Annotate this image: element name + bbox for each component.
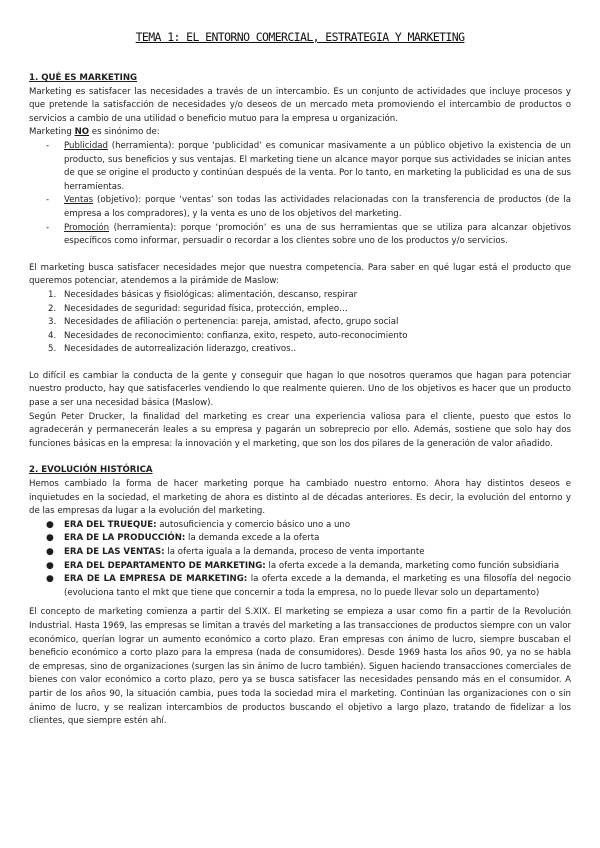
era-text: la oferta excede a la demanda, el marketing es una filosofía del negocio (evoluciona tanto el mkt que tiene que concernir a toda la empresa, no lo puede llevar solo un departamento) bbox=[64, 574, 572, 598]
list-item bbox=[29, 289, 571, 303]
bullet-marker: ● bbox=[46, 533, 54, 544]
list-item bbox=[29, 194, 571, 221]
list-item bbox=[29, 316, 571, 330]
bullet-marker: ● bbox=[46, 574, 54, 585]
bullet-marker: ● bbox=[46, 560, 54, 571]
list-item bbox=[29, 303, 571, 317]
section-2-intro: Hemos cambiado la forma de hacer marketing porque ha cambiado nuestro entorno. Ahora hay distintos deseos e inquietudes en la sociedad, el marketing de ahora es distinto al de décadas anteriores. Es decir, la evolución del entorno y de las empresas da lugar a la evolución del marketing. bbox=[29, 479, 571, 517]
era-text: la oferta iguala a la demanda, proceso de venta importante bbox=[164, 547, 425, 557]
item-number: 5. bbox=[48, 344, 57, 355]
not-suffix: es sinónimo de: bbox=[89, 127, 160, 138]
maslow-intro: El marketing busca satisfacer necesidades mejor que nuestra competencia. Para saber en qué lugar está el producto que queremos potenciar, atendemos a la pirámide de Maslow: bbox=[29, 262, 571, 287]
term-text: (herramienta): porque ‘promoción’ es una de sus herramientas que se utiliza para alcanzar objetivos específicos como informar, persuadir o recordar a los clientes sobre uno de los productos y/o servicios. bbox=[64, 222, 571, 247]
dash-marker: - bbox=[46, 195, 50, 206]
era-text: la oferta excede a la demanda, marketing como función subsidiaria bbox=[265, 560, 560, 571]
section-2-heading: 2. EVOLUCIÓN HISTÓRICA bbox=[29, 465, 153, 476]
bullet-marker: ● bbox=[46, 547, 54, 557]
term-ventas: Ventas bbox=[64, 195, 94, 206]
item-number: 3. bbox=[48, 317, 57, 328]
item-text: Necesidades básicas y fisiológicas: alimentación, descanso, respirar bbox=[64, 289, 358, 300]
era-label: ERA DE LA EMPRESA DE MARKETING: bbox=[64, 574, 248, 585]
term-text: (objetivo): porque ‘ventas’ son todas las actividades relacionadas con la transferencia de productos (de la empresa a los compradores), y la venta es uno de los objetivos del marketing. bbox=[64, 195, 571, 219]
era-label: ERA DEL DEPARTAMENTO DE MARKETING: bbox=[64, 560, 266, 571]
item-text: Necesidades de reconocimiento: confianza, exito, respeto, auto-reconocimiento bbox=[64, 330, 408, 341]
list-item bbox=[29, 560, 571, 574]
list-item bbox=[29, 330, 571, 344]
section-1-intro: Marketing es satisfacer las necesidades a través de un intercambio. Es un conjunto de actividades que incluye procesos y que pretende la satisfacción de necesidades y/o deseos de un mercado meta promoviendo el intercambio de productos o servicios a cambio de una utilidad o beneficio mutuo para la empresa u organización. bbox=[29, 86, 571, 124]
not-prefix: Marketing bbox=[29, 127, 75, 138]
item-text: Necesidades de afiliación o pertenencia: pareja, amistad, afecto, grupo social bbox=[64, 317, 399, 328]
list-item bbox=[29, 573, 571, 600]
difficult-paragraph: Lo difícil es cambiar la conducta de la gente y conseguir que hagan lo que nosotros queramos que hagan para potenciar nuestro producto, hay que satisfacerles vendiendo lo que realmente quieren. Uno de los objetivos es hacer que un producto pase a ser una necesidad básica (Maslow). bbox=[29, 370, 571, 409]
era-text: autosuficiencia y comercio básico uno a uno bbox=[156, 519, 351, 530]
term-text: (herramienta): porque ‘publicidad’ es comunicar masivamente a un público objetivo la existencia de un producto, sus beneficios y sus ventajas. El marketing tiene un alcance mayor porque sus actividades se inician antes de que se origine el producto y continúan después de la venta. Por lo tanto, en marketing la publicidad es una de sus herramientas. bbox=[64, 140, 571, 192]
dash-marker: - bbox=[46, 140, 50, 151]
era-label: ERA DE LA PRODUCCIÓN: bbox=[64, 533, 186, 544]
drucker-paragraph: Según Peter Drucker, la finalidad del marketing es crear una experiencia valiosa para el cliente, puesto que estos lo agradecerán y permanecerán leales a su empresa y pagarán un sobreprecio por ello. Además, sostiene que solo hay dos funciones básicas en la empresa: la innovación y el marketing, que son los dos pilares de la generación de valor añadido. bbox=[29, 411, 571, 449]
list-item bbox=[29, 140, 571, 194]
item-text: Necesidades de seguridad: seguridad física, protección, empleo… bbox=[64, 303, 348, 314]
closing-paragraph: El concepto de marketing comienza a partir del S.XIX. El marketing se empieza a usar como fin a partir de la Revolución Industrial. Hasta 1969, las empresas se limitan a través del marketing a las transacciones de productos siempre con un valor económico, querían lograr un aumento económico a corto plazo. Eran empresas con ánimo de lucro, siempre buscaban el beneficio económico a corto plazo para la empresa (nada de consumidores). Desde 1969 hasta los años 90, ya no se habla de empresas, sino de organizaciones (surgen las sin ánimo de lucro también). Siguen haciendo transacciones comerciales de bienes con valor económico a corto plazo, pero ya se busca satisfacer las necesidades pensando más en el consumidor. A partir de los años 90, la situación cambia, pues toda la sociedad mira el marketing. Continúan las organizaciones con o sin ánimo de lucro, y se realizan intercambios de productos buscando el objetivo a largo plazo, tratando de fidelizar a los clientes, que siempre estén ahí. bbox=[29, 607, 571, 727]
page-title: TEMA 1: EL ENTORNO COMERCIAL, ESTRATEGIA Y MARKETING bbox=[135, 30, 465, 44]
bullet-marker: ● bbox=[46, 519, 54, 530]
item-number: 1. bbox=[48, 289, 57, 300]
term-promocion: Promoción bbox=[64, 222, 110, 233]
eras-list bbox=[29, 519, 571, 601]
era-label: ERA DE LAS VENTAS: bbox=[64, 547, 165, 557]
maslow-list bbox=[29, 289, 571, 357]
section-1-heading: 1. QUÉ ES MARKETING bbox=[29, 73, 138, 83]
not-synonym-line bbox=[29, 126, 571, 140]
item-number: 4. bbox=[48, 330, 57, 341]
era-text: la demanda excede a la oferta bbox=[185, 533, 320, 544]
list-item bbox=[29, 222, 571, 249]
not-word: NO bbox=[74, 127, 90, 138]
not-synonym-list bbox=[29, 140, 571, 249]
list-item bbox=[29, 519, 571, 533]
document-body bbox=[29, 72, 571, 729]
list-item bbox=[29, 532, 571, 546]
dash-marker: - bbox=[46, 222, 50, 233]
era-label: ERA DEL TRUEQUE: bbox=[64, 519, 157, 530]
list-item bbox=[29, 546, 571, 560]
term-publicidad: Publicidad bbox=[64, 140, 108, 151]
item-number: 2. bbox=[48, 303, 57, 314]
item-text: Necesidades de autorrealización liderazgo, creativos.. bbox=[64, 344, 297, 355]
list-item bbox=[29, 343, 571, 357]
